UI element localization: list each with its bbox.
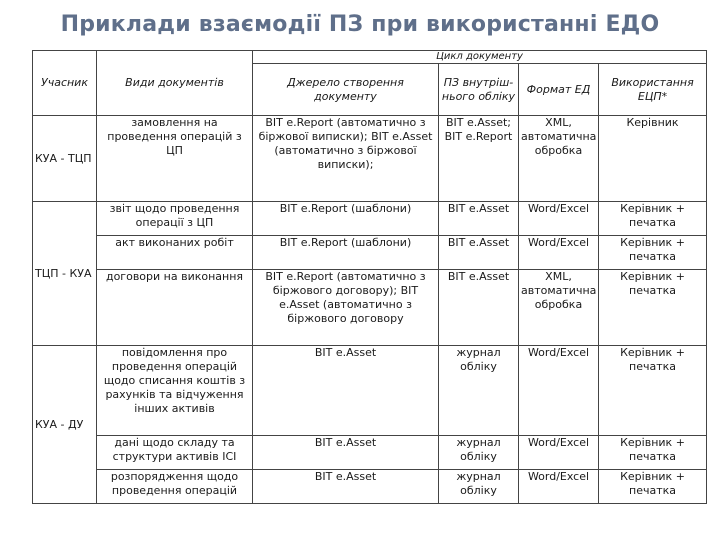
format-cell: XML, автоматична обробка [519, 116, 599, 202]
format-cell: XML, автоматична обробка [519, 270, 599, 346]
header-signature: Використання ЕЦП* [599, 64, 707, 116]
table-row [33, 270, 707, 346]
table-row [33, 346, 707, 436]
table-row [33, 470, 707, 504]
source-cell: BIT e.Report (шаблони) [253, 202, 439, 236]
signature-cell: Керівник + печатка [599, 346, 707, 436]
interaction-table [32, 50, 707, 504]
participant-cell: КУА - ТЦП [33, 116, 97, 202]
format-cell: Word/Excel [519, 236, 599, 270]
header-format: Формат ЕД [519, 64, 599, 116]
doc-type-cell: повідомлення про проведення операцій щодо списання коштів з рахунків та відчуження інших активів [97, 346, 253, 436]
source-cell: BIT e.Asset [253, 470, 439, 504]
participant-cell: ТЦП - КУА [33, 202, 97, 346]
doc-type-cell: договори на виконання [97, 270, 253, 346]
doc-type-cell: акт виконаних робіт [97, 236, 253, 270]
accounting-sw-cell: журнал обліку [439, 436, 519, 470]
signature-cell: Керівник + печатка [599, 202, 707, 236]
table-row [33, 236, 707, 270]
header-doc-types: Види документів [97, 51, 253, 116]
table-row [33, 436, 707, 470]
signature-cell: Керівник + печатка [599, 236, 707, 270]
signature-cell: Керівник [599, 116, 707, 202]
participant-cell: КУА - ДУ [33, 346, 97, 504]
source-cell: BIT e.Asset [253, 346, 439, 436]
accounting-sw-cell: журнал обліку [439, 470, 519, 504]
accounting-sw-cell: журнал обліку [439, 346, 519, 436]
doc-type-cell: звіт щодо проведення операції з ЦП [97, 202, 253, 236]
format-cell: Word/Excel [519, 202, 599, 236]
accounting-sw-cell: BIT e.Asset [439, 270, 519, 346]
doc-type-cell: розпорядження щодо проведення операцій [97, 470, 253, 504]
format-cell: Word/Excel [519, 436, 599, 470]
source-cell: BIT e.Asset [253, 436, 439, 470]
format-cell: Word/Excel [519, 470, 599, 504]
accounting-sw-cell: BIT e.Asset [439, 202, 519, 236]
accounting-sw-cell: BIT e.Asset [439, 236, 519, 270]
source-cell: BIT e.Report (автоматично з біржового договору); BIT e.Asset (автоматично з біржового договору [253, 270, 439, 346]
header-accounting-sw: ПЗ внутріш-нього обліку [439, 64, 519, 116]
signature-cell: Керівник + печатка [599, 270, 707, 346]
table-row [33, 116, 707, 202]
table-row [33, 202, 707, 236]
header-cycle: Цикл документу [253, 51, 707, 64]
source-cell: BIT e.Report (шаблони) [253, 236, 439, 270]
format-cell: Word/Excel [519, 346, 599, 436]
doc-type-cell: дані щодо складу та структури активів ІСІ [97, 436, 253, 470]
header-source: Джерело створення документу [253, 64, 439, 116]
header-participant: Учасник [33, 51, 97, 116]
accounting-sw-cell: BIT e.Asset; BIT e.Report [439, 116, 519, 202]
signature-cell: Керівник + печатка [599, 436, 707, 470]
slide-title: Приклади взаємодії ПЗ при використанні ЕДО [60, 12, 660, 37]
signature-cell: Керівник + печатка [599, 470, 707, 504]
doc-type-cell: замовлення на проведення операцій з ЦП [97, 116, 253, 202]
source-cell: BIT e.Report (автоматично з біржової виписки); BIT e.Asset (автоматично з біржової виписки); [253, 116, 439, 202]
